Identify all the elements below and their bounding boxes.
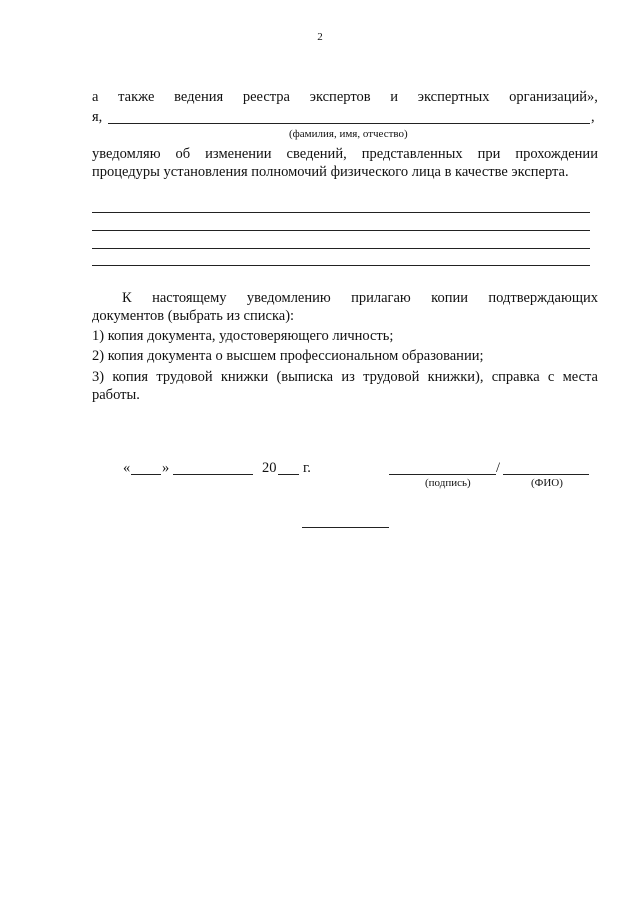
name-input-line[interactable] <box>108 123 590 124</box>
attachment-item-2: 2) копия документа о высшем профессиональном образовании; <box>92 348 484 364</box>
attachments-word: К <box>122 290 132 306</box>
attachment-item-3-word: места <box>562 369 598 385</box>
attachment-item-3 <box>92 368 598 386</box>
date-year-suffix: г. <box>303 460 311 476</box>
attachments-word: копии <box>431 290 469 306</box>
signature-field[interactable] <box>389 474 496 475</box>
intro-word: также <box>118 89 155 105</box>
intro-word: организаций», <box>509 89 598 105</box>
signature-slash: / <box>496 460 501 476</box>
notify-word: изменении <box>205 146 272 162</box>
attachment-item-3-word: справка <box>491 369 540 385</box>
attachment-item-3-word: из <box>341 369 355 385</box>
date-year-field[interactable] <box>278 474 299 475</box>
page-number: 2 <box>317 31 323 43</box>
intro-word: экспертных <box>417 89 490 105</box>
attachment-item-3-word: с <box>547 369 555 385</box>
attachment-item-3-word: копия <box>112 369 149 385</box>
attachments-line-1 <box>122 289 598 307</box>
attachment-item-3-word: трудовой <box>156 369 213 385</box>
attachment-item-3-word: 3) <box>92 369 105 385</box>
date-month-field[interactable] <box>173 474 253 475</box>
attachment-item-1: 1) копия документа, удостоверяющего личность; <box>92 328 394 344</box>
info-blank-line-3[interactable] <box>92 248 590 249</box>
notify-word: об <box>175 146 191 162</box>
intro-word: ведения <box>174 89 224 105</box>
intro-word: экспертов <box>309 89 371 105</box>
notify-word: прохождении <box>515 146 598 162</box>
notify-word: при <box>477 146 501 162</box>
attachment-item-3-word: книжки), <box>427 369 484 385</box>
intro-word: и <box>390 89 399 105</box>
notify-word: сведений, <box>286 146 347 162</box>
date-open-quote: « <box>123 460 131 476</box>
notify-word: представленных <box>361 146 463 162</box>
intro-word: реестра <box>242 89 290 105</box>
name-suffix: , <box>591 109 595 125</box>
date-close-quote: » <box>162 460 170 476</box>
end-divider <box>302 527 389 528</box>
name-prefix: я, <box>92 109 103 125</box>
date-day-field[interactable] <box>131 474 161 475</box>
attachments-word: прилагаю <box>351 290 411 306</box>
attachment-item-3-cont: работы. <box>92 387 140 403</box>
attachments-line-2: документов (выбрать из списка): <box>92 308 295 324</box>
attachments-word: подтверждающих <box>488 290 598 306</box>
intro-line-1 <box>92 88 598 106</box>
attachments-word: настоящему <box>152 290 227 306</box>
notify-line-2: процедуры установления полномочий физического лица в качестве эксперта. <box>92 164 569 180</box>
notify-line-1 <box>92 145 598 163</box>
fio-field[interactable] <box>503 474 589 475</box>
attachment-item-3-word: трудовой <box>363 369 420 385</box>
info-blank-line-1[interactable] <box>92 212 590 213</box>
attachment-item-3-word: (выписка <box>276 369 334 385</box>
intro-word: а <box>92 89 99 105</box>
name-caption: (фамилия, имя, отчество) <box>289 128 408 140</box>
info-blank-line-4[interactable] <box>92 265 590 266</box>
info-blank-line-2[interactable] <box>92 230 590 231</box>
signature-caption: (подпись) <box>425 477 471 489</box>
attachment-item-3-word: книжки <box>220 369 269 385</box>
notify-word: уведомляю <box>92 146 161 162</box>
attachments-word: уведомлению <box>246 290 331 306</box>
date-year-prefix: 20 <box>262 460 277 476</box>
fio-caption: (ФИО) <box>531 477 563 489</box>
